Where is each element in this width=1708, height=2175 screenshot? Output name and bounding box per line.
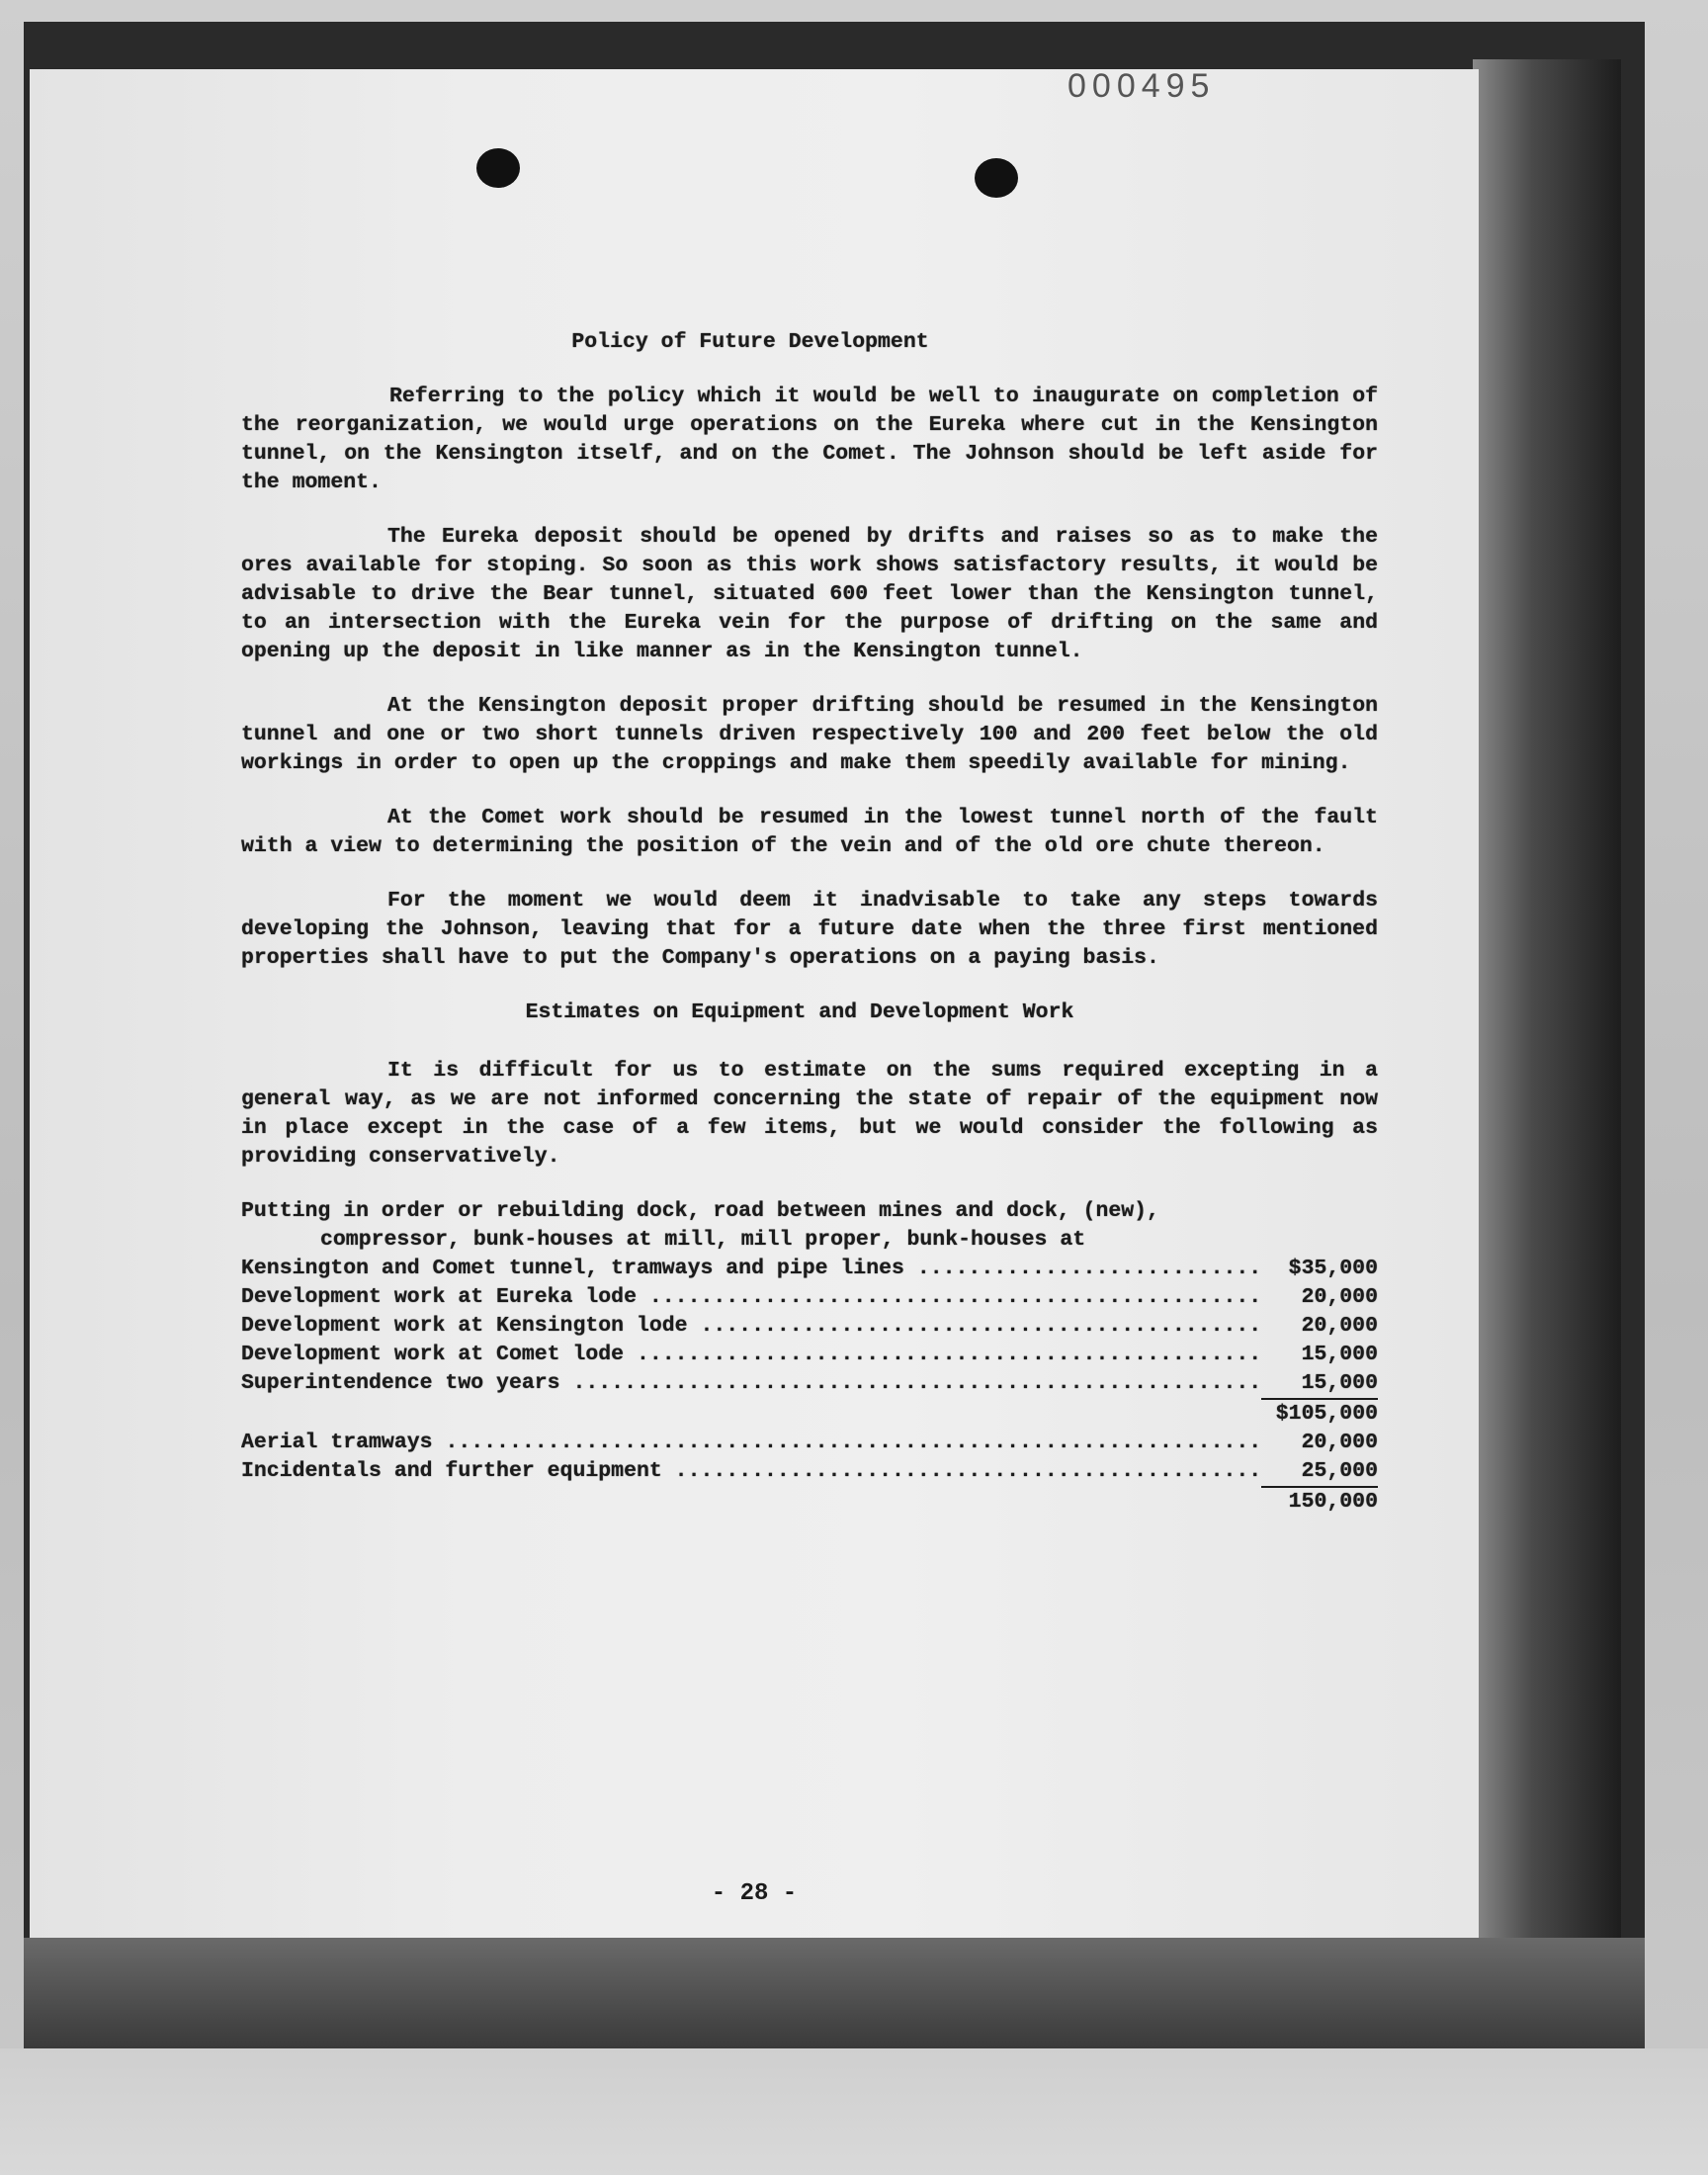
paragraph-4: At the Comet work should be resumed in the lowest tunnel north of the fault with a view to determining the position of the vein and of the old ore chute thereon. — [241, 806, 1378, 858]
subtotal-amount: $105,000 — [1275, 1402, 1378, 1426]
section-heading-estimates: Estimates on Equipment and Development Work — [525, 1000, 1074, 1024]
estimate-amount: 20,000 — [1301, 1431, 1378, 1454]
estimate-amount: 15,000 — [1261, 1369, 1378, 1400]
page-edge-shadow — [1473, 59, 1621, 1938]
estimate-row — [241, 1255, 1378, 1283]
paragraph-3: At the Kensington deposit proper drifting should be resumed in the Kensington tunnel and one or two short tunnels driven respectively 100 and 200 feet below the old workings in order to open up the croppings and make them speedily available for mining. — [241, 694, 1378, 775]
punch-hole-right — [975, 158, 1018, 198]
estimate-row — [241, 1312, 1378, 1341]
estimate-amount: 20,000 — [1301, 1285, 1378, 1309]
estimate-label: Development work at Kensington lode ..... — [241, 1312, 1261, 1341]
paragraph-1: Referring to the policy which it would be well to inaugurate on completion of the reorganization, we would urge operations on the Eureka where cut in the Kensington tunnel, on the Kensington itself, and on the Comet. The Johnson should be left aside for the moment. — [241, 385, 1378, 494]
paragraph-2: The Eureka deposit should be opened by drifts and raises so as to make the ores available for stoping. So soon as this work shows satisfactory results, it would be advisable to drive the Bear tunnel, situated 600 feet lower than the Kensington tunnel, to an intersection with the Eureka vein for the purpose of drifting on the same and opening up the deposit in like manner as in the Kensington tunnel. — [241, 525, 1378, 663]
subtotal-row — [241, 1400, 1378, 1429]
total-amount: 150,000 — [1288, 1490, 1378, 1514]
estimate-amount: $35,000 — [1288, 1257, 1378, 1280]
document-number: 000495 — [1068, 67, 1216, 105]
section-heading-policy: Policy of Future Development — [571, 330, 929, 354]
estimate-label: Incidentals and further equipment ..... — [241, 1457, 1261, 1488]
estimate-row — [241, 1429, 1378, 1457]
document-body — [241, 328, 1378, 1517]
estimate-row — [241, 1283, 1378, 1312]
estimate-amount: 20,000 — [1301, 1314, 1378, 1338]
total-row — [241, 1488, 1378, 1517]
estimates-table — [241, 1197, 1378, 1517]
scanner-bed-strip — [0, 2048, 1708, 2175]
paragraph-5: For the moment we would deem it inadvisable to take any steps towards developing the Johnson, leaving that for a future date when the three first mentioned properties shall have to put the Company's operations on a paying basis. — [241, 889, 1378, 970]
estimate-label: Aerial tramways ..... — [241, 1429, 1261, 1457]
punch-hole-left — [476, 148, 520, 188]
bottom-shadow-band — [24, 1938, 1645, 2048]
estimates-paragraph: It is difficult for us to estimate on the sums required excepting in a general way, as we are not informed concerning the state of repair of the equipment now in place except in the case of a few items, but we would consider the following as providing conservatively. — [241, 1059, 1378, 1169]
estimate-label: Development work at Eureka lode ..... — [241, 1283, 1261, 1312]
estimate-amount: 25,000 — [1261, 1457, 1378, 1488]
estimate-label: Development work at Comet lode ..... — [241, 1341, 1261, 1369]
document-page — [30, 69, 1479, 1938]
estimate-label: Kensington and Comet tunnel, tramways and pipe lines ..... — [241, 1255, 1261, 1283]
page-number: - 28 - — [711, 1880, 798, 1907]
estimate-row — [241, 1457, 1378, 1488]
estimates-intro-line: compressor, bunk-houses at mill, mill proper, bunk-houses at — [320, 1228, 1086, 1252]
estimate-row — [241, 1341, 1378, 1369]
estimates-intro-line: Putting in order or rebuilding dock, road between mines and dock, (new), — [241, 1199, 1159, 1223]
estimate-row — [241, 1369, 1378, 1400]
estimate-amount: 15,000 — [1301, 1343, 1378, 1366]
estimate-label: Superintendence two years ..... — [241, 1369, 1261, 1400]
